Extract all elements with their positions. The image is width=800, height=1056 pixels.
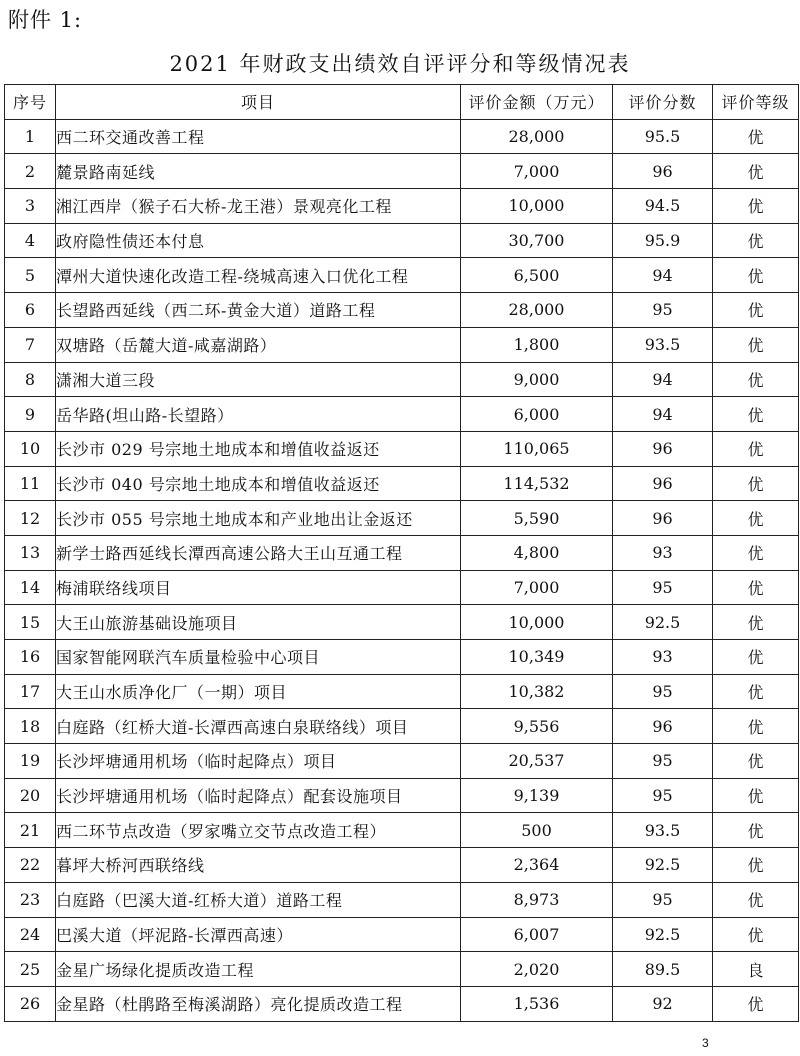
- project-name: 白庭路（巴溪大道-红桥大道）道路工程: [56, 882, 461, 917]
- evaluation-grade: 优: [713, 848, 799, 883]
- table-row: [5, 397, 799, 432]
- evaluation-grade: 优: [713, 223, 799, 258]
- table-row: [5, 570, 799, 605]
- table-body: [5, 119, 799, 1021]
- project-name: 潇湘大道三段: [56, 362, 461, 397]
- evaluation-score: 95: [613, 744, 713, 779]
- evaluation-score: 95: [613, 674, 713, 709]
- header-score: 评价分数: [613, 85, 713, 120]
- row-number: 24: [5, 917, 56, 952]
- evaluation-score: 94: [613, 258, 713, 293]
- evaluation-grade: 优: [713, 744, 799, 779]
- row-number: 25: [5, 952, 56, 987]
- evaluation-score: 95: [613, 570, 713, 605]
- project-name: 暮坪大桥河西联络线: [56, 848, 461, 883]
- evaluation-grade: 优: [713, 119, 799, 154]
- evaluation-amount: 30,700: [461, 223, 613, 258]
- evaluation-score: 92.5: [613, 917, 713, 952]
- project-name: 麓景路南延线: [56, 154, 461, 189]
- evaluation-amount: 1,800: [461, 327, 613, 362]
- project-name: 西二环节点改造（罗家嘴立交节点改造工程）: [56, 813, 461, 848]
- evaluation-grade: 优: [713, 640, 799, 675]
- table-row: [5, 189, 799, 224]
- evaluation-score: 95: [613, 882, 713, 917]
- evaluation-grade: 优: [713, 258, 799, 293]
- evaluation-grade: 优: [713, 778, 799, 813]
- project-name: 白庭路（红桥大道-长潭西高速白泉联络线）项目: [56, 709, 461, 744]
- row-number: 26: [5, 986, 56, 1021]
- evaluation-grade: 优: [713, 189, 799, 224]
- evaluation-grade: 优: [713, 813, 799, 848]
- evaluation-amount: 9,556: [461, 709, 613, 744]
- evaluation-amount: 9,000: [461, 362, 613, 397]
- evaluation-amount: 7,000: [461, 570, 613, 605]
- evaluation-score: 93.5: [613, 327, 713, 362]
- project-name: 梅浦联络线项目: [56, 570, 461, 605]
- table-row: [5, 154, 799, 189]
- project-name: 长沙市 029 号宗地土地成本和增值收益返还: [56, 431, 461, 466]
- row-number: 13: [5, 535, 56, 570]
- project-name: 金星广场绿化提质改造工程: [56, 952, 461, 987]
- row-number: 19: [5, 744, 56, 779]
- project-name: 岳华路(坦山路-长望路）: [56, 397, 461, 432]
- evaluation-score: 93.5: [613, 813, 713, 848]
- evaluation-amount: 10,382: [461, 674, 613, 709]
- project-name: 长沙坪塘通用机场（临时起降点）项目: [56, 744, 461, 779]
- table-row: [5, 848, 799, 883]
- project-name: 潭州大道快速化改造工程-绕城高速入口优化工程: [56, 258, 461, 293]
- row-number: 18: [5, 709, 56, 744]
- evaluation-score: 93: [613, 640, 713, 675]
- table-row: [5, 431, 799, 466]
- table-row: [5, 986, 799, 1021]
- row-number: 1: [5, 119, 56, 154]
- row-number: 6: [5, 293, 56, 328]
- row-number: 2: [5, 154, 56, 189]
- evaluation-score: 92.5: [613, 848, 713, 883]
- evaluation-amount: 9,139: [461, 778, 613, 813]
- project-name: 新学士路西延线长潭西高速公路大王山互通工程: [56, 535, 461, 570]
- project-name: 长沙市 040 号宗地土地成本和增值收益返还: [56, 466, 461, 501]
- row-number: 4: [5, 223, 56, 258]
- row-number: 22: [5, 848, 56, 883]
- evaluation-amount: 10,349: [461, 640, 613, 675]
- evaluation-grade: 优: [713, 327, 799, 362]
- table-row: [5, 223, 799, 258]
- evaluation-amount: 28,000: [461, 119, 613, 154]
- project-name: 湘江西岸（猴子石大桥-龙王港）景观亮化工程: [56, 189, 461, 224]
- table-header-row: [5, 85, 799, 120]
- evaluation-amount: 2,364: [461, 848, 613, 883]
- table-row: [5, 327, 799, 362]
- table-row: [5, 535, 799, 570]
- table-row: [5, 362, 799, 397]
- evaluation-grade: 优: [713, 501, 799, 536]
- header-no: 序号: [5, 85, 56, 120]
- evaluation-amount: 8,973: [461, 882, 613, 917]
- evaluation-amount: 7,000: [461, 154, 613, 189]
- evaluation-grade: 优: [713, 570, 799, 605]
- table-row: [5, 709, 799, 744]
- evaluation-score: 94: [613, 397, 713, 432]
- evaluation-score: 89.5: [613, 952, 713, 987]
- row-number: 7: [5, 327, 56, 362]
- project-name: 金星路（杜鹃路至梅溪湖路）亮化提质改造工程: [56, 986, 461, 1021]
- evaluation-score: 95.9: [613, 223, 713, 258]
- evaluation-table: [4, 84, 799, 1022]
- evaluation-grade: 优: [713, 154, 799, 189]
- evaluation-score: 92: [613, 986, 713, 1021]
- row-number: 5: [5, 258, 56, 293]
- evaluation-amount: 10,000: [461, 189, 613, 224]
- evaluation-amount: 110,065: [461, 431, 613, 466]
- row-number: 23: [5, 882, 56, 917]
- evaluation-grade: 优: [713, 362, 799, 397]
- table-row: [5, 813, 799, 848]
- table-row: [5, 882, 799, 917]
- table-row: [5, 466, 799, 501]
- header-grade: 评价等级: [713, 85, 799, 120]
- evaluation-grade: 优: [713, 709, 799, 744]
- table-row: [5, 119, 799, 154]
- table-row: [5, 674, 799, 709]
- evaluation-score: 93: [613, 535, 713, 570]
- evaluation-amount: 6,500: [461, 258, 613, 293]
- header-project: 项目: [56, 85, 461, 120]
- row-number: 21: [5, 813, 56, 848]
- evaluation-grade: 优: [713, 917, 799, 952]
- evaluation-score: 96: [613, 431, 713, 466]
- evaluation-amount: 10,000: [461, 605, 613, 640]
- row-number: 15: [5, 605, 56, 640]
- evaluation-score: 92.5: [613, 605, 713, 640]
- table-row: [5, 258, 799, 293]
- evaluation-amount: 5,590: [461, 501, 613, 536]
- row-number: 8: [5, 362, 56, 397]
- row-number: 3: [5, 189, 56, 224]
- evaluation-grade: 优: [713, 605, 799, 640]
- evaluation-amount: 1,536: [461, 986, 613, 1021]
- table-row: [5, 952, 799, 987]
- evaluation-amount: 114,532: [461, 466, 613, 501]
- evaluation-amount: 6,000: [461, 397, 613, 432]
- evaluation-amount: 28,000: [461, 293, 613, 328]
- table-row: [5, 293, 799, 328]
- project-name: 巴溪大道（坪泥路-长潭西高速）: [56, 917, 461, 952]
- evaluation-score: 95.5: [613, 119, 713, 154]
- project-name: 长沙坪塘通用机场（临时起降点）配套设施项目: [56, 778, 461, 813]
- table-row: [5, 605, 799, 640]
- evaluation-score: 96: [613, 154, 713, 189]
- project-name: 长望路西延线（西二环-黄金大道）道路工程: [56, 293, 461, 328]
- row-number: 11: [5, 466, 56, 501]
- evaluation-grade: 优: [713, 535, 799, 570]
- table-row: [5, 744, 799, 779]
- header-amount: 评价金额（万元）: [461, 85, 613, 120]
- project-name: 长沙市 055 号宗地土地成本和产业地出让金返还: [56, 501, 461, 536]
- evaluation-amount: 2,020: [461, 952, 613, 987]
- evaluation-score: 95: [613, 778, 713, 813]
- evaluation-amount: 20,537: [461, 744, 613, 779]
- row-number: 17: [5, 674, 56, 709]
- row-number: 16: [5, 640, 56, 675]
- row-number: 20: [5, 778, 56, 813]
- evaluation-score: 95: [613, 293, 713, 328]
- evaluation-grade: 良: [713, 952, 799, 987]
- evaluation-grade: 优: [713, 293, 799, 328]
- evaluation-grade: 优: [713, 882, 799, 917]
- attachment-label: 附件 1:: [8, 8, 83, 32]
- project-name: 西二环交通改善工程: [56, 119, 461, 154]
- row-number: 14: [5, 570, 56, 605]
- page-number: 3: [702, 1036, 709, 1050]
- project-name: 大王山水质净化厂（一期）项目: [56, 674, 461, 709]
- project-name: 国家智能网联汽车质量检验中心项目: [56, 640, 461, 675]
- evaluation-score: 96: [613, 709, 713, 744]
- project-name: 大王山旅游基础设施项目: [56, 605, 461, 640]
- row-number: 12: [5, 501, 56, 536]
- evaluation-amount: 6,007: [461, 917, 613, 952]
- evaluation-grade: 优: [713, 431, 799, 466]
- table-row: [5, 640, 799, 675]
- table-row: [5, 778, 799, 813]
- evaluation-grade: 优: [713, 397, 799, 432]
- project-name: 双塘路（岳麓大道-咸嘉湖路）: [56, 327, 461, 362]
- table-row: [5, 501, 799, 536]
- project-name: 政府隐性债还本付息: [56, 223, 461, 258]
- evaluation-score: 94: [613, 362, 713, 397]
- page-title: 2021 年财政支出绩效自评评分和等级情况表: [169, 52, 631, 76]
- table-row: [5, 917, 799, 952]
- evaluation-grade: 优: [713, 986, 799, 1021]
- evaluation-amount: 4,800: [461, 535, 613, 570]
- evaluation-amount: 500: [461, 813, 613, 848]
- evaluation-score: 94.5: [613, 189, 713, 224]
- evaluation-score: 96: [613, 466, 713, 501]
- evaluation-grade: 优: [713, 466, 799, 501]
- evaluation-score: 96: [613, 501, 713, 536]
- row-number: 9: [5, 397, 56, 432]
- evaluation-grade: 优: [713, 674, 799, 709]
- row-number: 10: [5, 431, 56, 466]
